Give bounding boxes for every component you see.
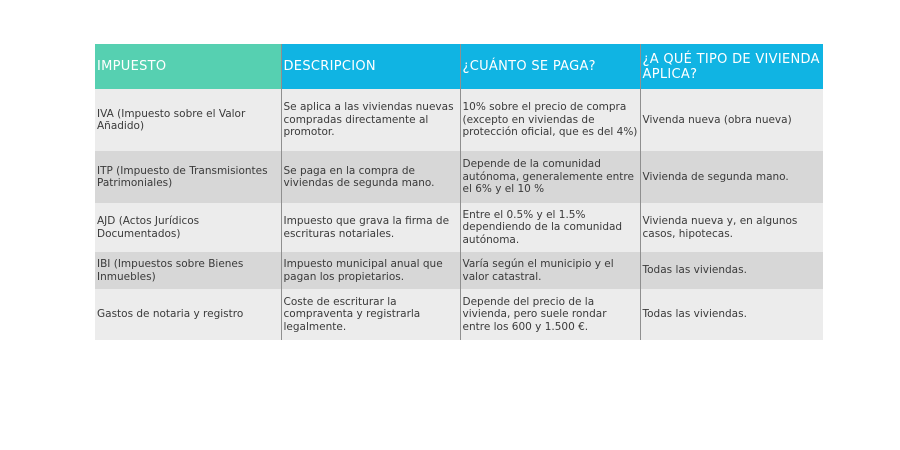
header-cuanto-se-paga: ¿CUÁNTO SE PAGA? xyxy=(460,44,640,89)
header-descripcion: DESCRIPCION xyxy=(281,44,460,89)
table-row xyxy=(95,89,823,151)
cell-tipo: Todas las viviendas. xyxy=(640,289,823,340)
cell-cuanto: Varía según el municipio y el valor catastral. xyxy=(460,252,640,289)
cell-descripcion: Se aplica a las viviendas nuevas compradas directamente al promotor. xyxy=(281,89,460,151)
cell-descripcion: Coste de escriturar la compraventa y registrarla legalmente. xyxy=(281,289,460,340)
cell-impuesto: IVA (Impuesto sobre el Valor Añadido) xyxy=(95,89,281,151)
cell-descripcion: Impuesto municipal anual que pagan los propietarios. xyxy=(281,252,460,289)
cell-impuesto: AJD (Actos Jurídicos Documentados) xyxy=(95,203,281,252)
table-header-row xyxy=(95,44,823,89)
cell-cuanto: Depende de la comunidad autónoma, generalemente entre el 6% y el 10 % xyxy=(460,151,640,203)
cell-cuanto: 10% sobre el precio de compra (excepto en viviendas de protección oficial, que es del 4%) xyxy=(460,89,640,151)
cell-tipo: Vivenda nueva (obra nueva) xyxy=(640,89,823,151)
cell-descripcion: Se paga en la compra de viviendas de segunda mano. xyxy=(281,151,460,203)
cell-descripcion: Impuesto que grava la firma de escrituras notariales. xyxy=(281,203,460,252)
cell-impuesto: IBI (Impuestos sobre Bienes Inmuebles) xyxy=(95,252,281,289)
cell-tipo: Vivienda de segunda mano. xyxy=(640,151,823,203)
cell-impuesto: ITP (Impuesto de Transmisiontes Patrimoniales) xyxy=(95,151,281,203)
cell-cuanto: Depende del precio de la vivienda, pero suele rondar entre los 600 y 1.500 €. xyxy=(460,289,640,340)
cell-cuanto: Entre el 0.5% y el 1.5% dependiendo de la comunidad autónoma. xyxy=(460,203,640,252)
table-row xyxy=(95,151,823,203)
header-impuesto: IMPUESTO xyxy=(95,44,281,89)
table-row xyxy=(95,289,823,340)
taxes-table xyxy=(95,44,823,340)
header-tipo-vivienda: ¿A QUÉ TIPO DE VIVIENDA APLICA? xyxy=(640,44,823,89)
cell-tipo: Todas las viviendas. xyxy=(640,252,823,289)
table-row xyxy=(95,203,823,252)
cell-tipo: Vivienda nueva y, en algunos casos, hipotecas. xyxy=(640,203,823,252)
cell-impuesto: Gastos de notaria y registro xyxy=(95,289,281,340)
table-row xyxy=(95,252,823,289)
